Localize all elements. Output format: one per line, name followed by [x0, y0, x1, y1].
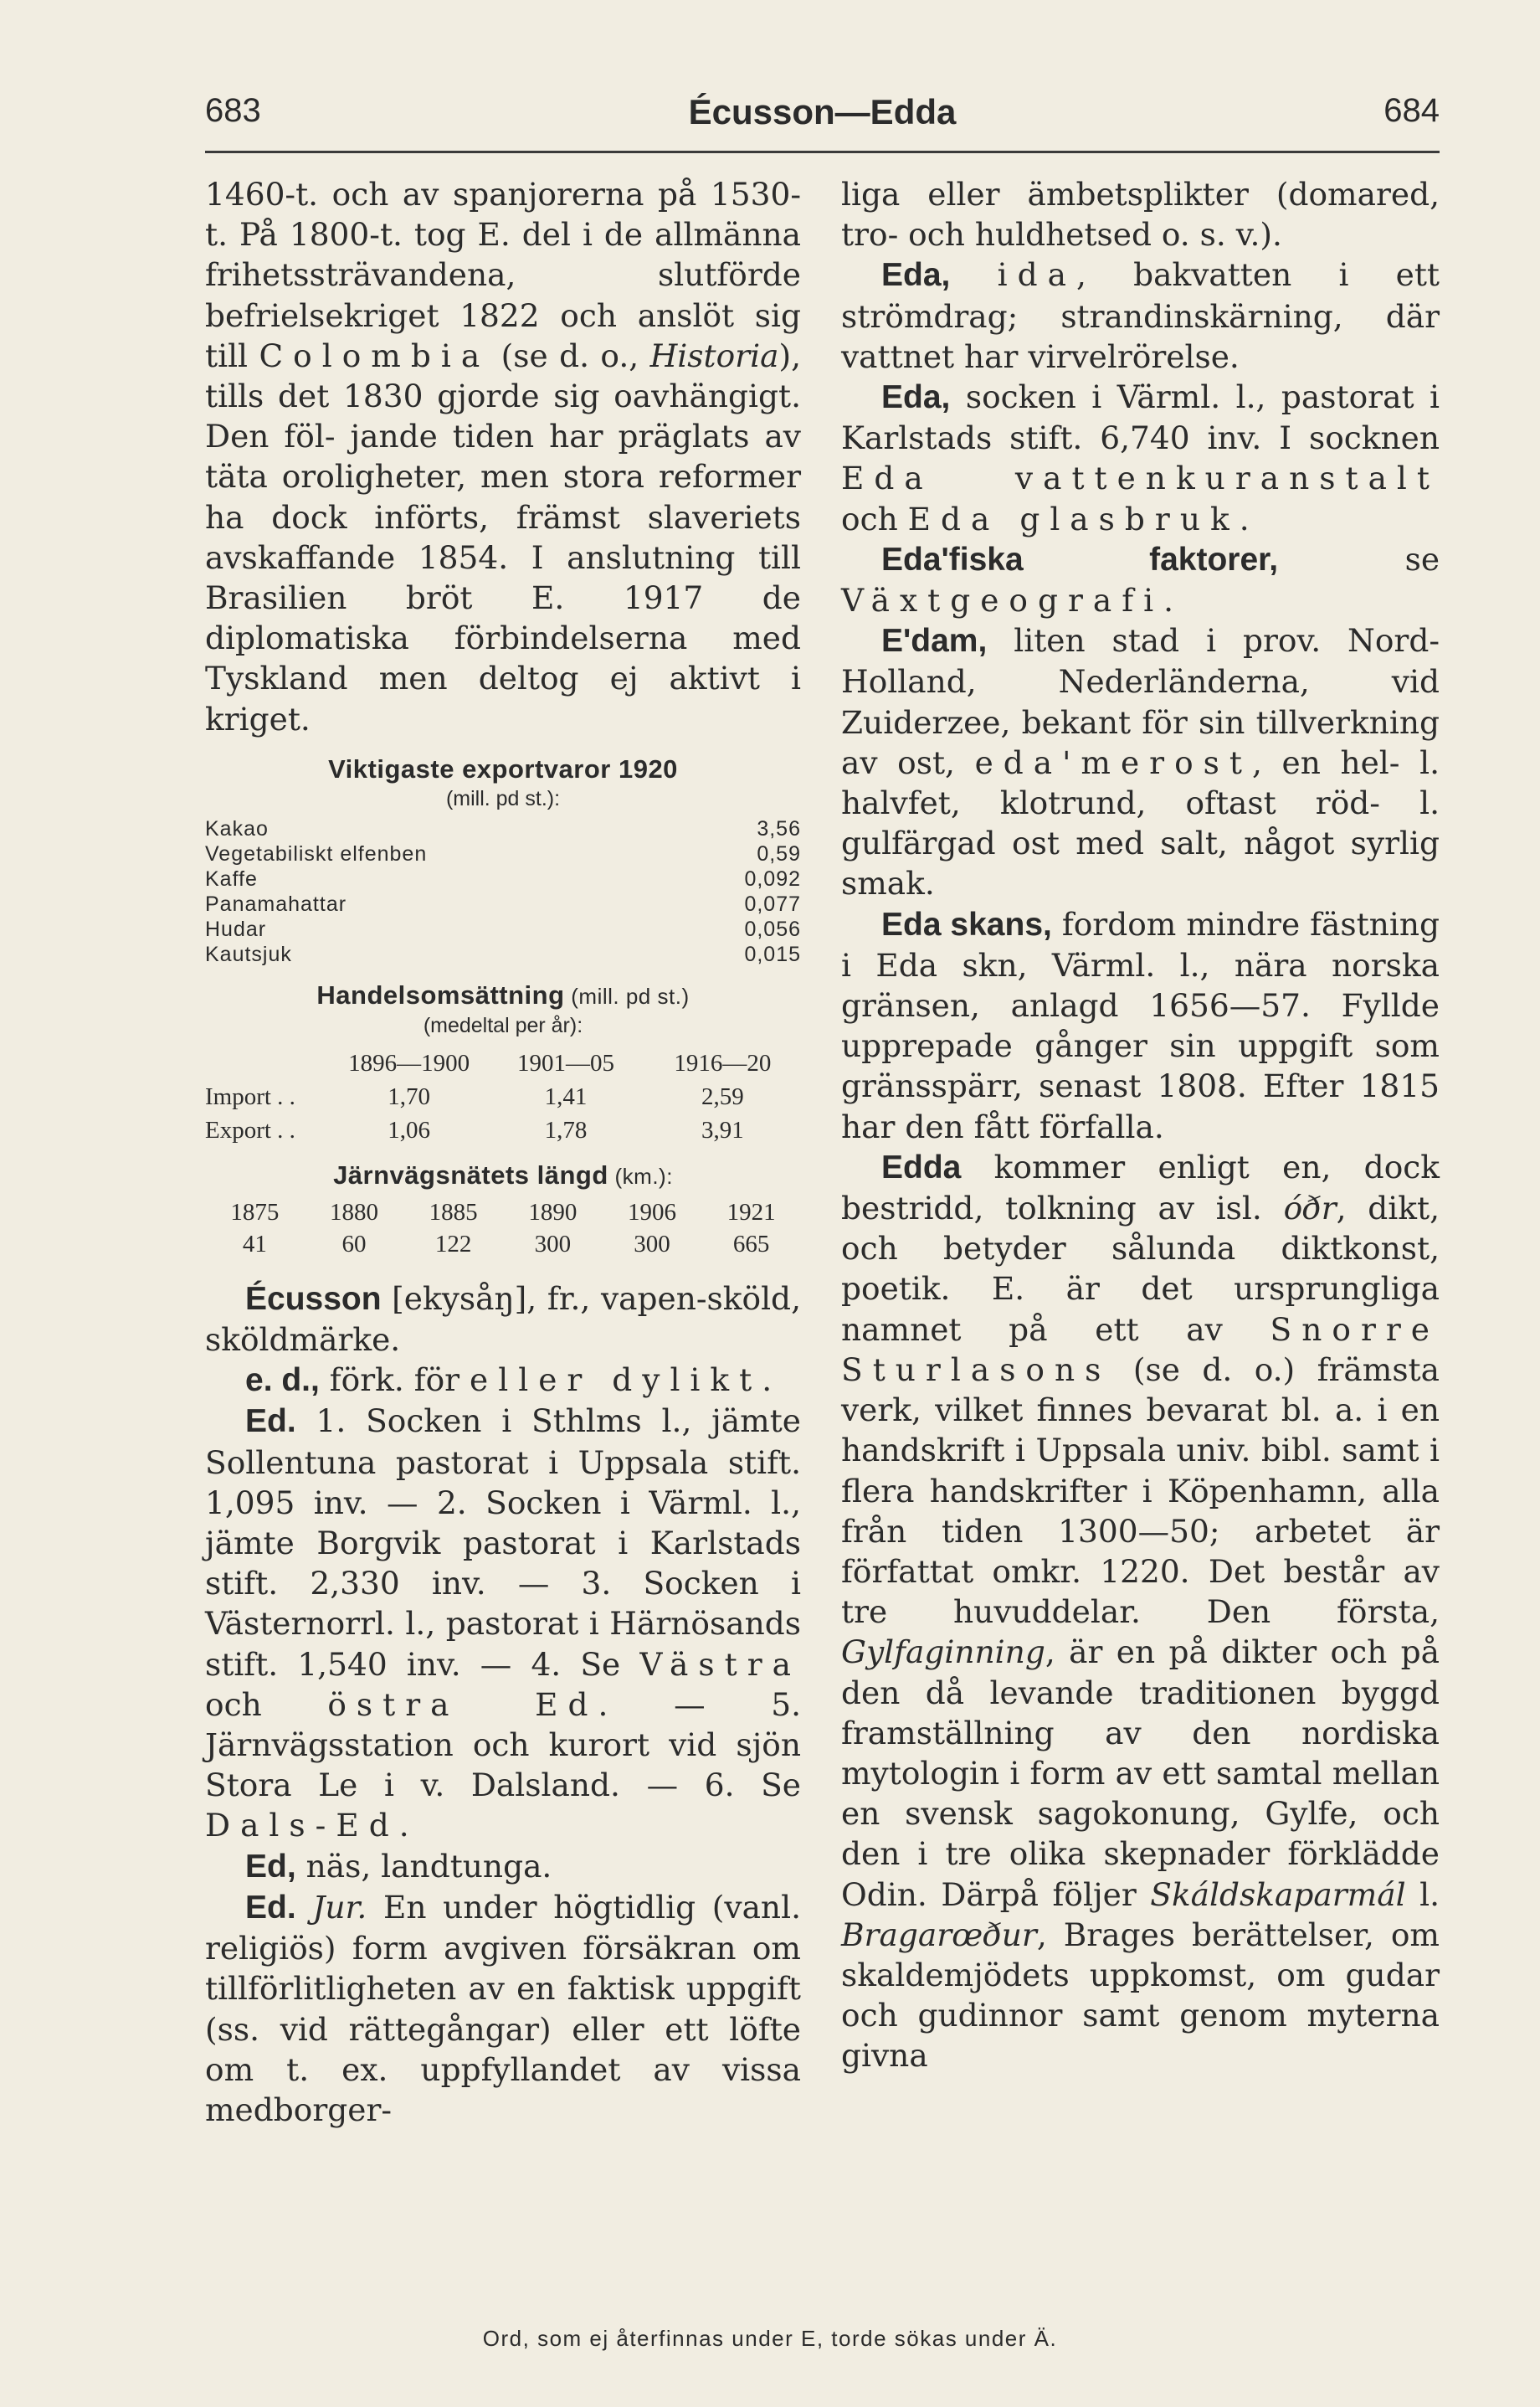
entry-eda-1: Eda, ida, bakvatten i ett strömdrag; strandinskärning, där vattnet har virvelrörelse.: [841, 256, 1440, 375]
running-title: Écusson—Edda: [688, 92, 957, 131]
trade-table: 1896—1900 1901—05 1916—20 Import . . 1,70 1,41 2,59 Export . . 1,06 1,78 3,91: [205, 1049, 772, 1144]
header-rule: [205, 151, 1440, 153]
crossref-historia: Historia: [649, 337, 779, 374]
entry-ed-3: Ed. Jur. En under högtidlig (vanl. religiös) form avgiven försäkran om tillförlitligheten av en faktisk uppgift (ss. vid rättegångar) eller ett löfte om t. ex. uppfyllandet av vissa medborger-: [205, 1888, 801, 2128]
left-column: [205, 174, 801, 2130]
entry-eda-skans: Eda skans, fordom mindre fästning i Eda skn, Värml. l., nära norska gränsen, anlagd 1656—57. Fyllde upprepade gånger sin uppgift som gränsspärr, senast 1808. Efter 1815 har den fått förfalla.: [841, 905, 1440, 1145]
trade-table-title: Handelsomsättning (mill. pd st.): [316, 980, 690, 1010]
crossref-colombia: Colombia: [259, 337, 490, 374]
table-row: Panamahattar 0,077: [205, 892, 801, 916]
rail-table-title: Järnvägsnätets längd (km.):: [333, 1160, 673, 1190]
page-number-right: 684: [1383, 92, 1440, 129]
entry-edafiska: Eda'fiska faktorer, se Växtgeografi.: [841, 540, 1440, 620]
export-table: [205, 816, 801, 967]
export-table-unit: (mill. pd st.):: [445, 786, 561, 810]
continued-paragraph: 1460-t. och av spanjorerna på 1530-t. På 1800-t. tog E. del i de allmänna frihetssträvandena, slutförde befrielsekriget 1822 och anslöt sig till Colombia (se d. o., Historia), tills det 1830 gjorde sig oavhängigt. Den föl- jande tiden har präglats av täta oroligheter, men stora reformer ha dock införts, främst slaveriets avskaffande 1854. I anslutning till Brasilien bröt E. 1917 de diplomatiska förbindelserna med Tyskland men deltog ej aktivt i kriget.: [205, 176, 802, 738]
entry-eda-2: Eda, socken i Värml. l., pastorat i Karlstads stift. 6,740 inv. I socknen Eda vattenkuranstalt och Eda glasbruk.: [841, 378, 1440, 537]
table-row: Kautsjuk 0,015: [205, 942, 801, 966]
entry-ed-2: Ed, näs, landtunga.: [245, 1847, 552, 1885]
table-row: Kakao 3,56: [205, 816, 801, 841]
continued-paragraph-right: liga eller ämbetsplikter (domared, tro- och huldhetsed o. s. v.).: [841, 176, 1440, 254]
entry-e-d: e. d., förk. för eller dylikt.: [245, 1361, 773, 1399]
entry-ed-1: Ed. 1. Socken i Sthlms l., jämte Sollentuna pastorat i Uppsala stift. 1,095 inv. — 2. Socken i Värml. l., jämte Borgvik pastorat i Karlstads stift. 2,330 inv. — 3. Socken i Västernorrl. l., pastorat i Härnösands stift. 1,540 inv. — 4. Se Västra och östra Ed. — 5. Järnvägsstation och kurort vid sjön Stora Le i v. Dalsland. — 6. Se Dals-Ed.: [205, 1402, 801, 1844]
table-row: Hudar 0,056: [205, 917, 801, 941]
table-row: Kaffe 0,092: [205, 867, 801, 891]
trade-table-unit: (medeltal per år):: [423, 1013, 583, 1037]
table-row: Vegetabiliskt elfenben 0,59: [205, 841, 801, 866]
export-table-title: Viktigaste exportvaror 1920: [328, 753, 678, 784]
entry-ecusson: Écusson [ekysåŋ], fr., vapen-sköld, sköldmärke.: [205, 1279, 801, 1359]
entry-edam: E'dam, liten stad i prov. Nord-Holland, Nederländerna, vid Zuiderzee, bekant för sin tillverkning av ost, eda'merost, en hel- l. halvfet, klotrund, oftast röd- l. gulfärgad ost med salt, något syrlig smak.: [841, 622, 1440, 903]
page-number-left: 683: [205, 92, 261, 129]
entry-edda: Edda kommer enligt en, dock bestridd, tolkning av isl. óðr, dikt, och betyder sålunda diktkonst, poetik. E. är det ursprungliga namnet på ett av Snorre Sturlasons (se d. o.) främsta verk, vilket finnes bevarat bl. a. i en handskrift i Uppsala univ. bibl. samt i flera handskrifter i Köpenhamn, alla från tiden 1300—50; arbetet är författat omkr. 1220. Det består av tre huvuddelar. Den första, Gylfaginning, är en på dikter och på den då levande traditionen byggd framställning av den nordiska mytologin i form av ett samtal mellan en svensk sagokonung, Gylfe, och den i tre olika skepnader förklädde Odin. Därpå följer Skáldskaparmál l. Bragarœður, Brages berättelser, om skaldemjödets uppkomst, om gudar och gudinnor samt genom myterna givna: [841, 1148, 1440, 2075]
page-footer-note: Ord, som ej återfinnas under E, torde sökas under Ä.: [482, 2326, 1058, 2351]
right-column: [841, 174, 1440, 2076]
page-header: [205, 92, 1440, 142]
rail-table: 1875 1880 1885 1890 1906 1921 41 60 122 300 300 665: [230, 1198, 776, 1258]
